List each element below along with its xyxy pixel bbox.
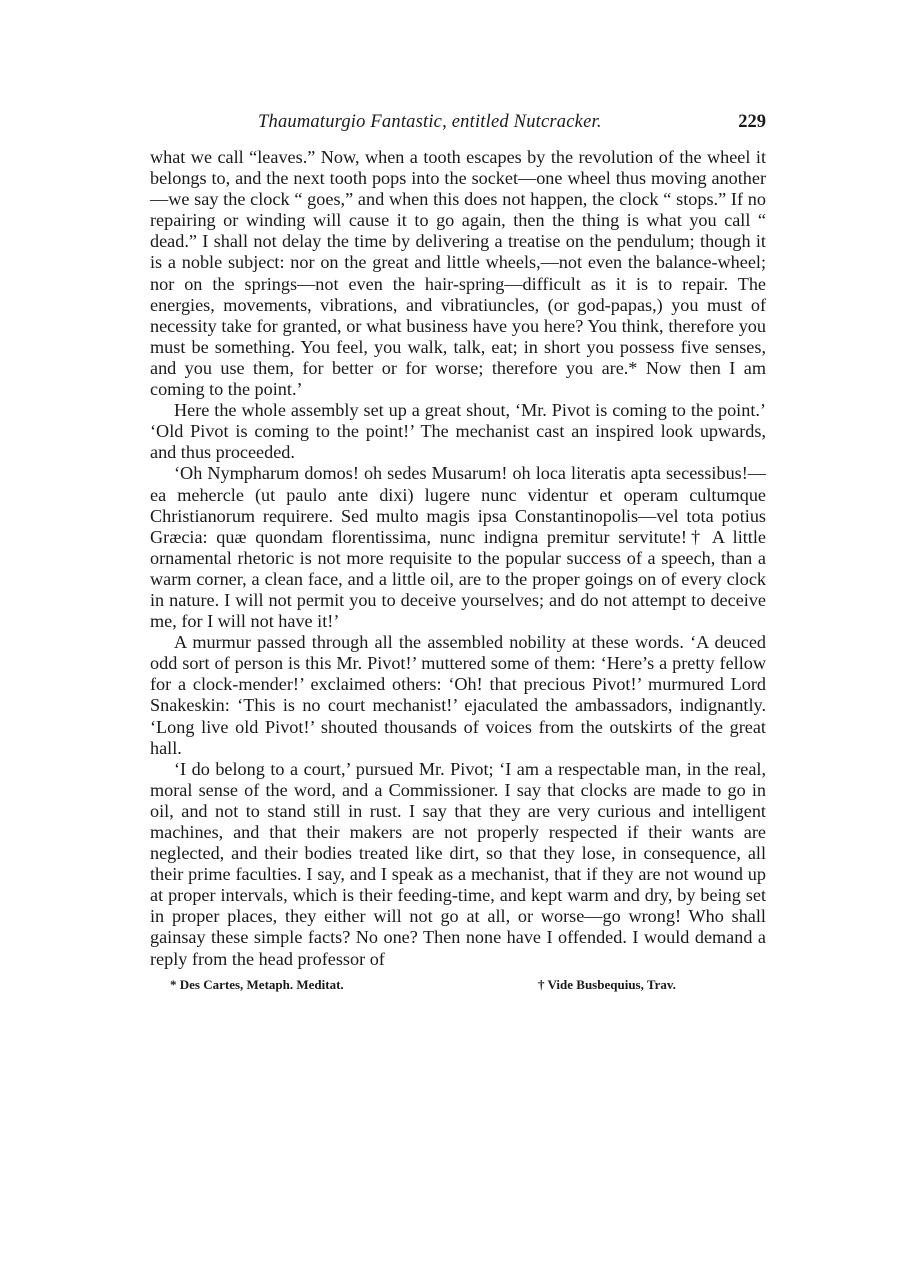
paragraph-2: Here the whole assembly set up a great shout, ‘Mr. Pivot is coming to the point.’ ‘Old Pivot is coming to the point!’ The mechanist cast an inspired look upwards, and thus proceeded. xyxy=(150,400,766,463)
paragraph-3: ‘Oh Nympharum domos! oh sedes Musarum! oh loca literatis apta secessibus!—ea mehercle (ut paulo ante dixi) lugere nunc videntur et operam cultumque Christianorum requirere. Sed multo magis ipsa Constantinopolis—vel tota potius Græcia: quæ quondam florentissima, nunc indigna premitur servitute!† A little ornamental rhetoric is not more requisite to the popular success of a speech, than a warm corner, a clean face, and a little oil, are to the proper goings on of every clock in nature. I will not permit you to deceive yourselves; and do not attempt to deceive me, for I will not have it!’ xyxy=(150,463,766,632)
paragraph-5: ‘I do belong to a court,’ pursued Mr. Pivot; ‘I am a respectable man, in the real, moral sense of the word, and a Commissioner. I say that clocks are made to go in oil, and not to stand still in rust. I say that they are very curious and intelligent machines, and that their makers are not properly respected if their wants are neglected, and their bodies treated like dirt, so that they lose, in consequence, all their prime faculties. I say, and I speak as a mechanist, that if they are not wound up at proper intervals, which is their feeding-time, and kept warm and dry, by being set in proper places, they either will not go at all, or worse—go wrong! Who shall gainsay these simple facts? No one? Then none have I offended. I would demand a reply from the head professor of xyxy=(150,758,766,969)
paragraph-1: what we call “leaves.” Now, when a tooth escapes by the revolution of the wheel it belongs to, and the next tooth pops into the socket—one wheel thus moving another—we say the clock “ goes,” and when this does not happen, the clock “ stops.” If no repairing or winding will cause it to go again, then the thing is what you call “ dead.” I shall not delay the time by delivering a treatise on the pendulum; though it is a noble subject: nor on the great and little wheels,—not even the balance-wheel; nor on the springs—not even the hair-spring—difficult as it is to repair. The energies, movements, vibrations, and vibratiuncles, (or god-papas,) you must of necessity take for granted, or what business have you here? You think, therefore you must be something. You feel, you walk, talk, eat; in short you possess five senses, and you use them, for better or for worse; therefore you are.* Now then I am coming to the point.’ xyxy=(150,147,766,400)
running-head xyxy=(150,112,766,138)
paragraph-4: A murmur passed through all the assembled nobility at these words. ‘A deuced odd sort of person is this Mr. Pivot!’ muttered some of them: ‘Here’s a pretty fellow for a clock-mender!’ exclaimed others: ‘Oh! that precious Pivot!’ murmured Lord Snakeskin: ‘This is no court mechanist!’ ejaculated the ambassadors, indignantly. ‘Long live old Pivot!’ shouted thousands of voices from the outskirts of the great hall. xyxy=(150,632,766,758)
running-head-title: Thaumaturgio Fantastic, entitled Nutcracker. xyxy=(258,112,602,132)
footnote-dagger: † Vide Busbequius, Trav. xyxy=(538,976,676,992)
page-number: 229 xyxy=(738,112,766,132)
book-page xyxy=(150,112,766,1001)
footnote-asterisk: * Des Cartes, Metaph. Meditat. xyxy=(170,976,344,992)
footnotes xyxy=(150,977,766,1001)
body-text xyxy=(150,147,766,970)
